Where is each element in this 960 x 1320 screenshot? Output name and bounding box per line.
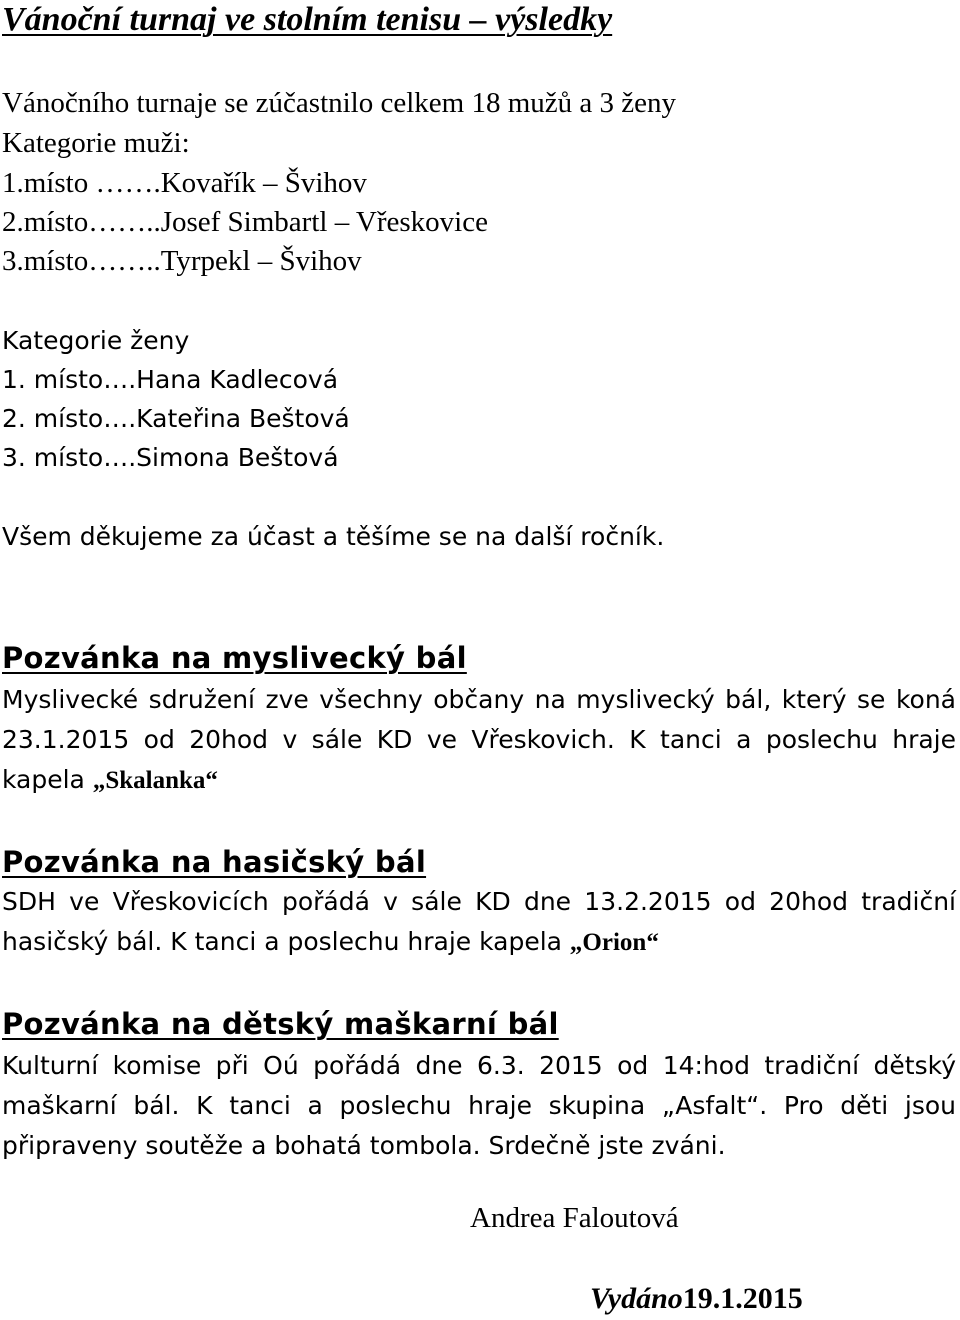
issued-label: Vydáno xyxy=(590,1282,683,1315)
women-result-3: 3. místo….Simona Beštová xyxy=(2,443,339,472)
firefighters-ball-heading: Pozvánka na hasičský bál xyxy=(2,845,427,879)
firefighters-ball-body: SDH ve Vřeskovicích pořádá v sále KD dne 13.2.2015 od 20hod tradiční hasičský bál. K tanci a poslechu hraje kapela xyxy=(2,887,956,956)
hunting-ball-band: „Skalanka“ xyxy=(92,767,218,794)
men-result-1: 1.místo …….Kovařík – Švihov xyxy=(2,167,367,199)
kids-ball-text: Kulturní komise při Oú pořádá dne 6.3. 2015 od 14:hod tradiční dětský maškarní bál. K tanci a poslechu hraje skupina „Asfalt“. Pro děti jsou připraveny soutěže a bohatá tombola. Srdečně jste zváni. xyxy=(2,1051,956,1160)
participants-text: Vánočního turnaje se zúčastnilo celkem 18 mužů a 3 ženy xyxy=(2,87,677,119)
hunting-ball-body: Myslivecké sdružení zve všechny občany na myslivecký bál, který se koná 23.1.2015 od 20hod v sále KD ve Vřeskovich. K tanci a poslechu hraje kapela xyxy=(2,685,956,794)
page-title: Vánoční turnaj ve stolním tenisu – výsledky xyxy=(2,1,613,38)
firefighters-ball-text xyxy=(2,882,956,963)
women-category-label: Kategorie ženy xyxy=(2,326,190,355)
men-result-2: 2.místo……..Josef Simbartl – Vřeskovice xyxy=(2,206,488,238)
issued-date: 19.1.2015 xyxy=(682,1282,803,1315)
kids-ball-heading: Pozvánka na dětský maškarní bál xyxy=(2,1007,559,1041)
signature: Andrea Faloutová xyxy=(470,1202,679,1234)
thanks-text: Všem děkujeme za účast a těšíme se na další ročník. xyxy=(2,522,665,551)
men-category-label: Kategorie muži: xyxy=(2,127,190,159)
women-result-2: 2. místo….Kateřina Beštová xyxy=(2,404,350,433)
hunting-ball-text xyxy=(2,680,956,801)
hunting-ball-heading: Pozvánka na myslivecký bál xyxy=(2,641,467,675)
men-result-3: 3.místo……..Tyrpekl – Švihov xyxy=(2,245,362,277)
issued-line xyxy=(590,1282,803,1316)
women-result-1: 1. místo….Hana Kadlecová xyxy=(2,365,339,394)
firefighters-ball-band: „Orion“ xyxy=(569,929,659,956)
